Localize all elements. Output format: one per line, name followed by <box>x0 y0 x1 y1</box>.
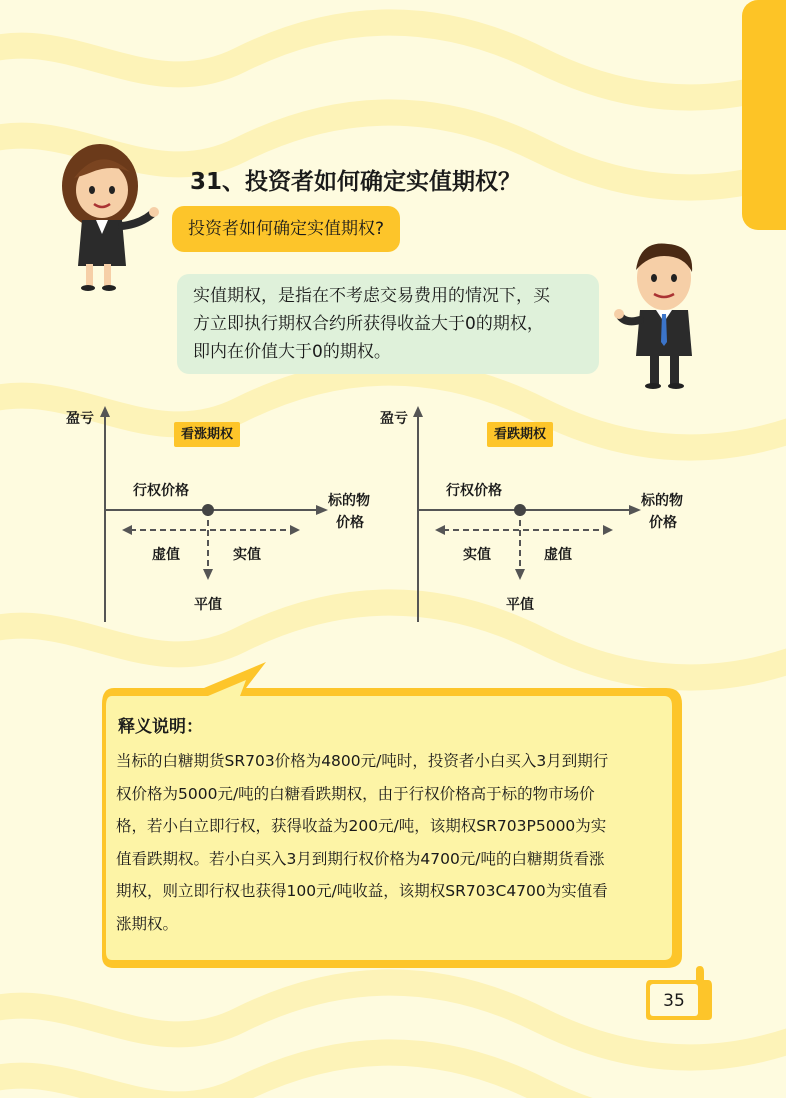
call-option-tag: 看涨期权 <box>174 422 240 447</box>
man-character <box>614 238 706 392</box>
explanation-line: 值看跌期权。若小白买入3月到期行权价格为4700元/吨的白糖期货看涨 <box>116 849 605 868</box>
put-option-tag: 看跌期权 <box>487 422 553 447</box>
strike-label: 行权价格 <box>446 483 502 499</box>
explanation-line: 期权，则立即行权也获得100元/吨收益，该期权SR703C4700为实值看 <box>116 882 608 900</box>
section-title: 31、投资者如何确定实值期权？ <box>190 169 522 195</box>
left-zone-label: 实值 <box>463 547 491 563</box>
x-axis-label-2: 价格 <box>649 515 677 531</box>
x-axis-label-1: 标的物 <box>641 493 683 509</box>
explanation-line: 涨期权。 <box>116 914 179 933</box>
explanation-line: 当标的白糖期货SR703价格为4800元/吨时，投资者小白买入3月到期行 <box>116 752 609 770</box>
bottom-label: 平值 <box>194 597 222 613</box>
strike-point <box>514 504 526 516</box>
y-axis-label: 盈亏 <box>66 411 94 427</box>
x-axis-label-2: 价格 <box>336 515 364 531</box>
x-axis-arrow <box>629 505 641 515</box>
strike-point <box>202 504 214 516</box>
chapter-tab <box>742 0 786 230</box>
down-arrow <box>515 569 525 580</box>
down-arrow <box>203 569 213 580</box>
woman-character <box>52 138 164 294</box>
answer-line: 方立即执行期权合约所获得收益大于0的期权， <box>193 314 544 334</box>
explanation-text <box>116 745 680 940</box>
explanation-line: 权价格为5000元/吨的白糖看跌期权，由于行权价格高于标的物市场价 <box>116 784 595 803</box>
left-arrow <box>435 525 445 535</box>
bottom-label: 平值 <box>506 597 534 613</box>
y-axis-arrow <box>100 406 110 417</box>
y-axis-label: 盈亏 <box>380 411 408 427</box>
page-number: 35 <box>663 991 685 1011</box>
right-zone-label: 虚值 <box>544 547 572 563</box>
right-arrow <box>290 525 300 535</box>
answer-line: 即内在价值大于0的期权。 <box>193 342 391 362</box>
x-axis-label-1: 标的物 <box>328 493 370 509</box>
question-bubble: 投资者如何确定实值期权? <box>172 206 400 252</box>
left-zone-label: 虚值 <box>152 547 180 563</box>
right-arrow <box>603 525 613 535</box>
right-zone-label: 实值 <box>233 547 261 563</box>
answer-bubble <box>177 274 599 374</box>
explanation-title: 释义说明： <box>118 717 203 737</box>
x-axis-arrow <box>316 505 328 515</box>
strike-label: 行权价格 <box>133 483 189 499</box>
answer-line: 实值期权，是指在不考虑交易费用的情况下，买 <box>193 286 550 306</box>
y-axis-arrow <box>413 406 423 417</box>
left-arrow <box>122 525 132 535</box>
explanation-line: 格，若小白立即行权，获得收益为200元/吨，该期权SR703P5000为实 <box>116 817 607 835</box>
